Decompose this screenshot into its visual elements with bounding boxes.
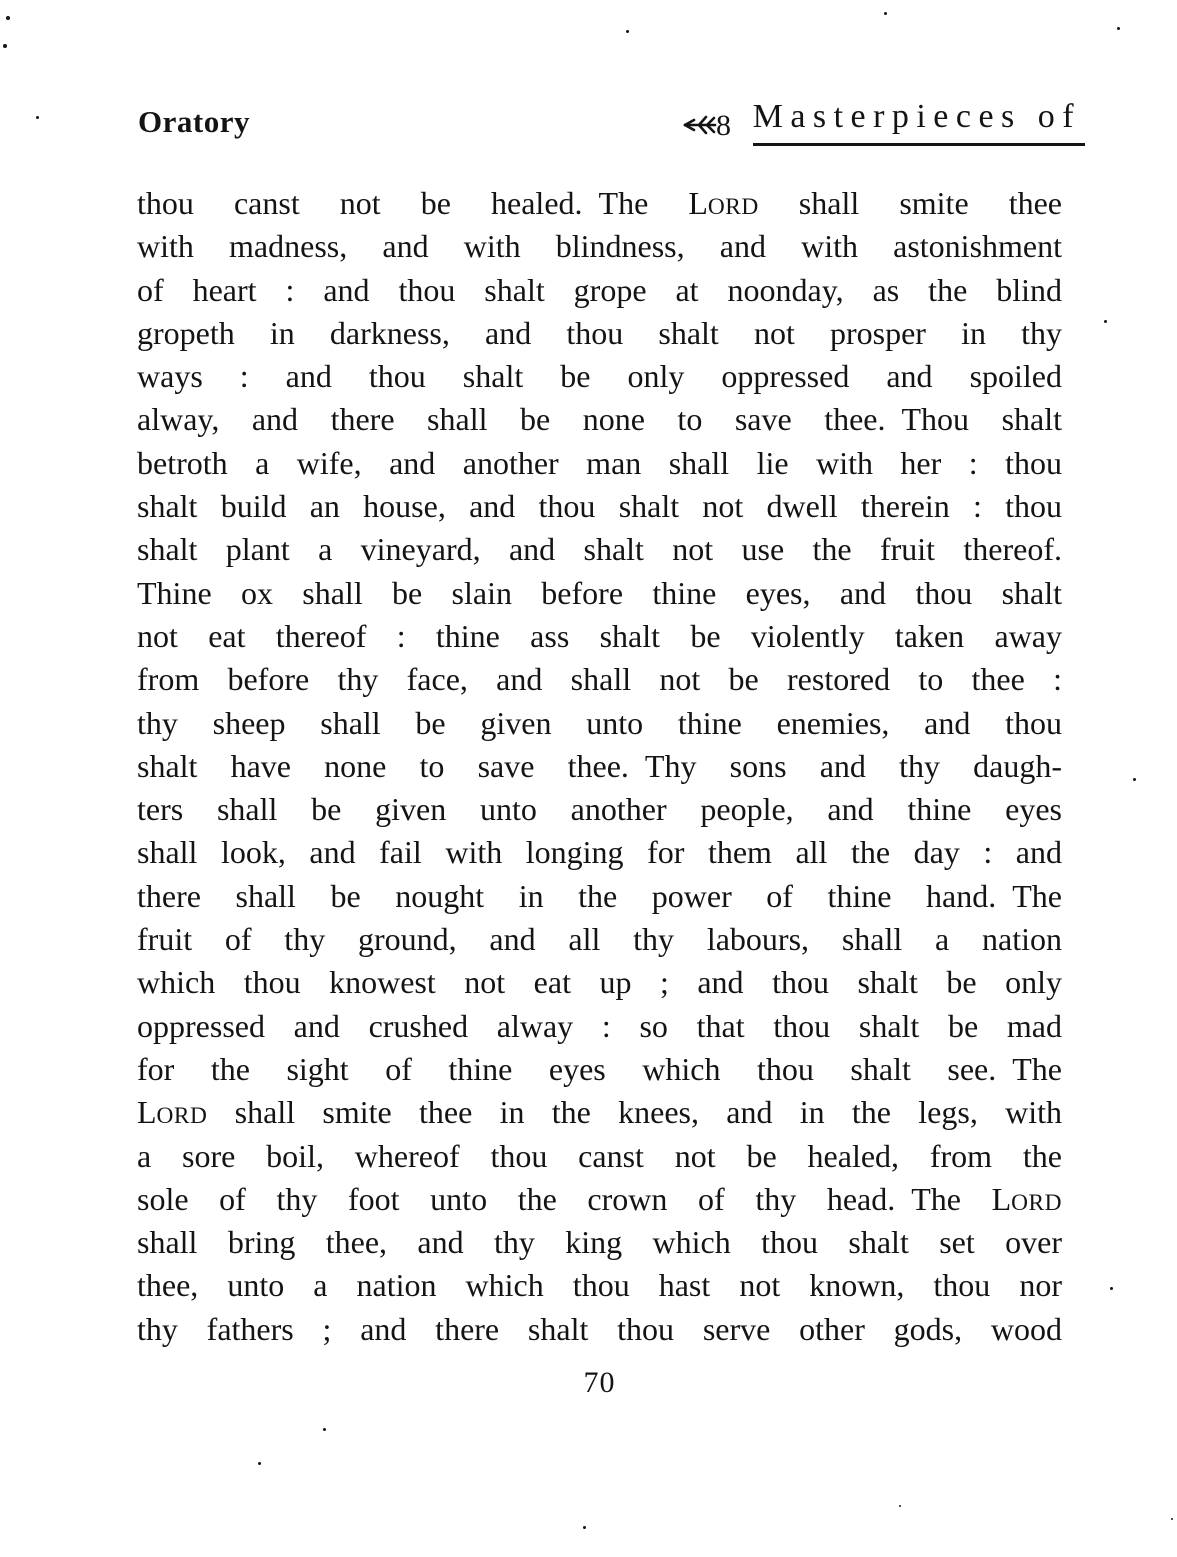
scan-speckle <box>1171 1518 1173 1520</box>
page-number: 70 <box>583 1366 616 1399</box>
text-line: thee, unto a nation which thou hast not known, thou nor <box>137 1267 1062 1304</box>
lord-smallcaps: L <box>991 1180 1012 1217</box>
text-line: there shall be nought in the power of thine hand. The <box>137 877 1062 914</box>
text-line: gropeth in darkness, and thou shalt not prosper in thy <box>137 314 1062 351</box>
text-line: oppressed and crushed alway : so that thou shalt be mad <box>137 1007 1062 1044</box>
scan-speckle <box>36 116 39 119</box>
text-line: thy fathers ; and there shalt thou serve other gods, wood <box>137 1310 1062 1347</box>
scan-speckle <box>1110 1287 1113 1290</box>
scan-speckle <box>1133 778 1136 781</box>
scan-speckle <box>884 12 887 15</box>
text-line: shall look, and fail with longing for them all the day : and <box>137 834 1062 871</box>
text-line: thy sheep shall be given unto thine enemies, and thou <box>137 704 1062 741</box>
text-line: shalt plant a vineyard, and shalt not use the fruit thereof. <box>137 531 1062 568</box>
scan-speckle <box>323 1428 326 1431</box>
text-line: shall bring thee, and thy king which thou shalt set over <box>137 1224 1062 1261</box>
scan-speckle <box>1117 27 1120 30</box>
lord-smallcaps-tail: ORD <box>707 194 759 220</box>
text-line: of heart : and thou shalt grope at noonday, as the blind <box>137 271 1062 308</box>
text-line: thou canst not be healed. The LORD shall smite thee <box>137 185 1063 221</box>
text-line: alway, and there shall be none to save thee. Thou shalt <box>137 401 1062 438</box>
header-section-title: Oratory <box>138 104 250 139</box>
text-line: not eat thereof : thine ass shalt be violently taken away <box>137 617 1062 654</box>
fleuron-arrow-icon <box>683 106 739 142</box>
text-line: ways : and thou shalt be only oppressed and spoiled <box>137 358 1062 395</box>
page-text-block <box>137 182 1062 1351</box>
svg-text:8: 8 <box>715 109 731 142</box>
running-header <box>138 98 1085 158</box>
scan-speckle <box>6 16 10 20</box>
text-line: which thou knowest not eat up ; and thou shalt be only <box>137 964 1062 1001</box>
text-line: shalt build an house, and thou shalt not dwell therein : thou <box>137 488 1062 525</box>
text-line: LORD shall smite thee in the knees, and in the legs, with <box>137 1094 1062 1131</box>
header-book-title-group <box>683 98 1085 146</box>
lord-smallcaps: L <box>688 185 708 221</box>
text-line: a sore boil, whereof thou canst not be healed, from the <box>137 1137 1062 1174</box>
header-book-title: Masterpieces of <box>753 98 1085 146</box>
text-line: sole of thy foot unto the crown of thy head. The LORD <box>137 1180 1062 1217</box>
text-line: betroth a wife, and another man shall lie with her : thou <box>137 444 1062 481</box>
text-line: shalt have none to save thee. Thy sons and thy daugh- <box>137 747 1062 784</box>
text-line: with madness, and with blindness, and with astonishment <box>137 228 1062 265</box>
scan-speckle <box>258 1462 261 1465</box>
lord-smallcaps: L <box>137 1094 157 1131</box>
text-line: from before thy face, and shall not be restored to thee : <box>137 661 1062 698</box>
lord-smallcaps-tail: ORD <box>1011 1189 1062 1216</box>
scan-speckle <box>583 1526 586 1529</box>
scan-speckle <box>626 30 629 33</box>
scan-speckle <box>1104 320 1107 323</box>
lord-smallcaps-tail: ORD <box>156 1103 208 1130</box>
text-line: ters shall be given unto another people, and thine eyes <box>137 791 1062 828</box>
text-line: Thine ox shall be slain before thine eyes, and thou shalt <box>137 574 1062 611</box>
scan-speckle <box>899 1505 901 1507</box>
text-line: for the sight of thine eyes which thou shalt see. The <box>137 1050 1062 1087</box>
text-line: fruit of thy ground, and all thy labours, shall a nation <box>137 921 1062 958</box>
scan-speckle <box>3 44 7 48</box>
